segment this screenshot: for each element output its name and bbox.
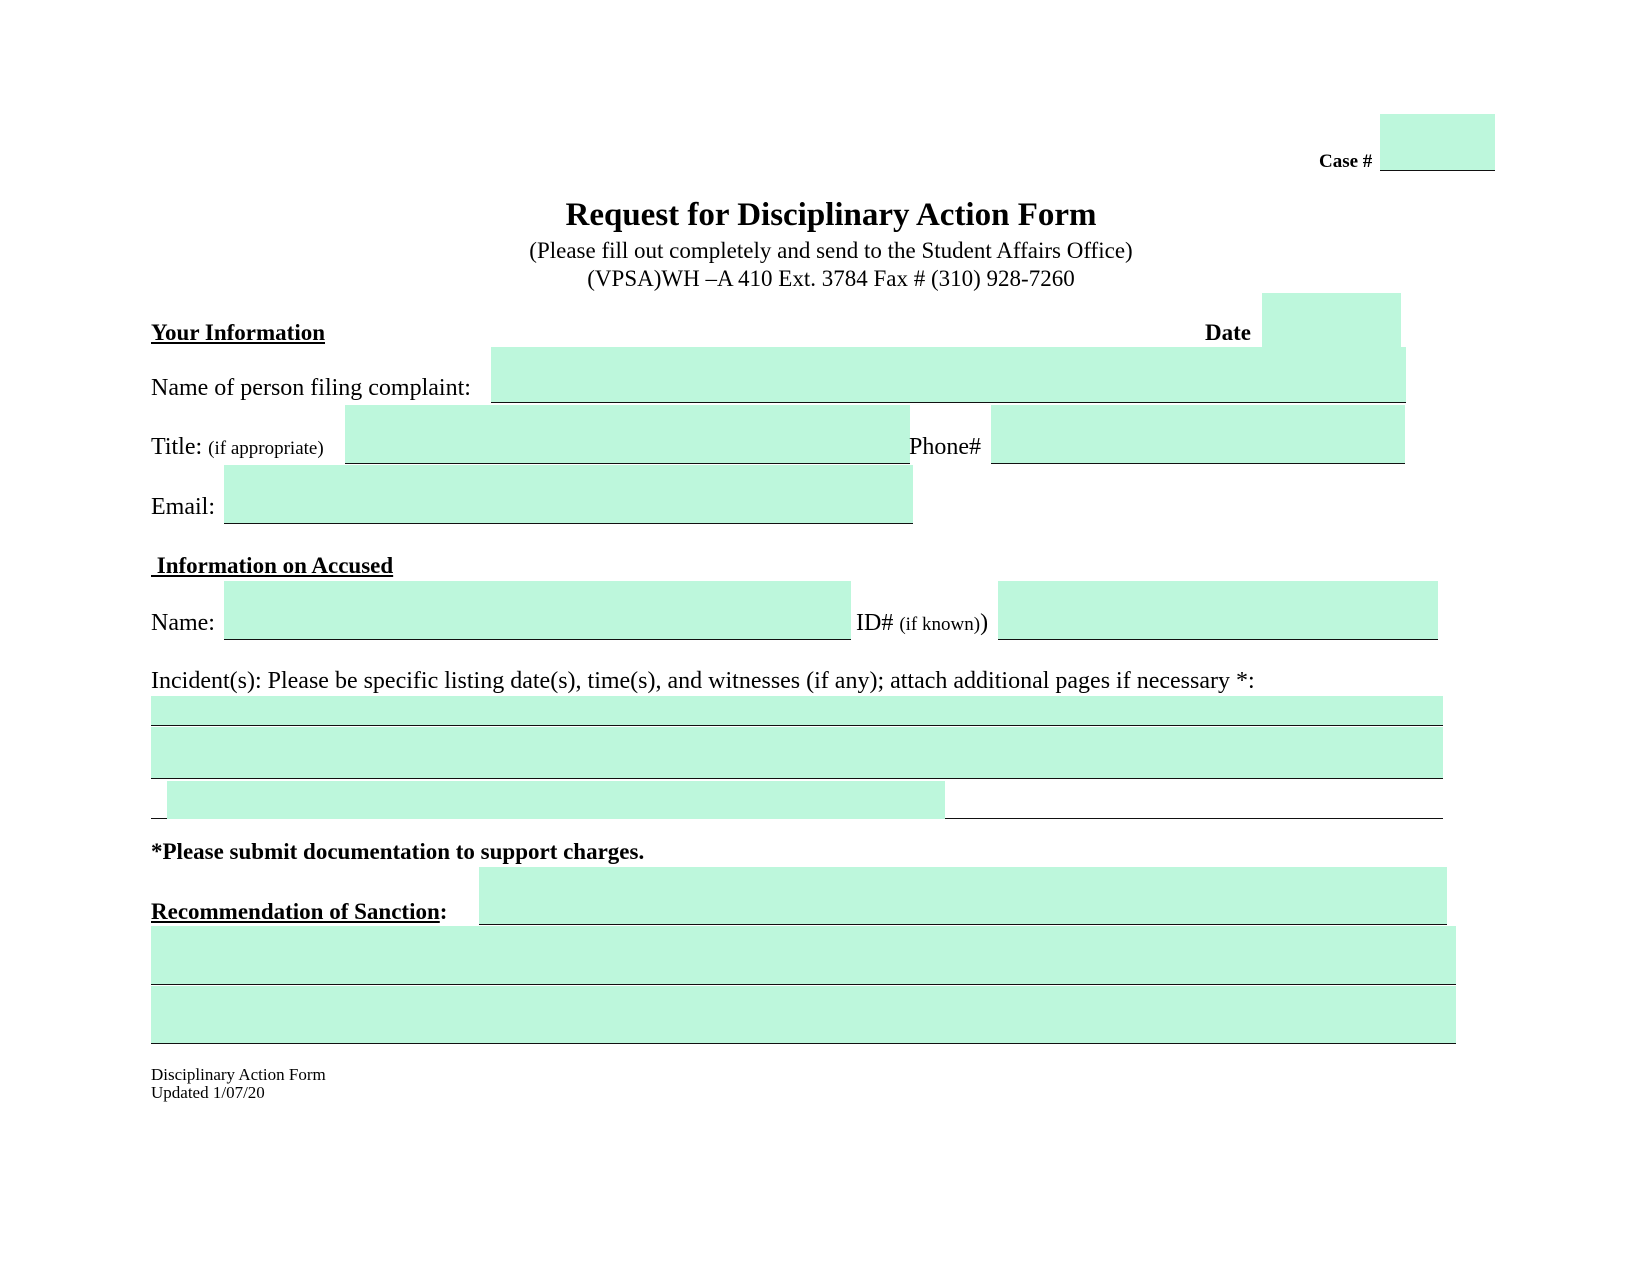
phone-field[interactable] (991, 405, 1405, 464)
title-field[interactable] (345, 405, 910, 464)
case-number-field[interactable] (1380, 114, 1495, 171)
date-label: Date (1205, 320, 1251, 345)
accused-name-label: Name: (151, 610, 215, 636)
sanction-line-3[interactable] (151, 986, 1456, 1044)
your-information-heading: Your Information (151, 320, 326, 345)
sanction-label: Recommendation of Sanction (151, 899, 440, 924)
title-note: (if appropriate) (208, 438, 324, 459)
id-note: (if known) (899, 614, 981, 635)
page-title: Request for Disciplinary Action Form (565, 197, 1097, 233)
complainant-name-label: Name of person filing complaint: (151, 375, 471, 401)
incident-line-1[interactable] (151, 696, 1443, 726)
incident-line-3[interactable] (167, 781, 945, 819)
accused-name-field[interactable] (224, 581, 851, 640)
sanction-field[interactable] (479, 867, 1447, 925)
accused-id-field[interactable] (998, 581, 1438, 640)
title-label: Title: (151, 434, 203, 460)
email-label: Email: (151, 494, 215, 520)
id-note-close: ) (980, 610, 989, 636)
id-label: ID# (856, 610, 894, 636)
footer-form-name: Disciplinary Action Form (151, 1065, 326, 1084)
case-number-label: Case # (1319, 151, 1373, 172)
page-subtitle: (Please fill out completely and send to the Student Affairs Office) (529, 238, 1133, 263)
incident-line-2[interactable] (151, 727, 1443, 779)
date-field[interactable] (1262, 293, 1401, 348)
email-field[interactable] (224, 465, 913, 524)
title-label-group (151, 434, 324, 461)
accused-information-heading: Information on Accused (151, 553, 394, 578)
complainant-name-field[interactable] (491, 347, 1406, 403)
phone-label: Phone# (909, 434, 981, 460)
footer-updated: Updated 1/07/20 (151, 1083, 265, 1102)
documentation-note: *Please submit documentation to support charges. (151, 839, 645, 864)
id-label-group (856, 610, 988, 637)
sanction-colon: : (439, 899, 448, 924)
sanction-line-2[interactable] (151, 926, 1456, 985)
incident-label: Incident(s): Please be specific listing date(s), time(s), and witnesses (if any); attach additional pages if necessary *: (151, 668, 1255, 694)
sanction-label-group (151, 899, 447, 925)
contact-info: (VPSA)WH –A 410 Ext. 3784 Fax # (310) 928-7260 (587, 266, 1075, 291)
